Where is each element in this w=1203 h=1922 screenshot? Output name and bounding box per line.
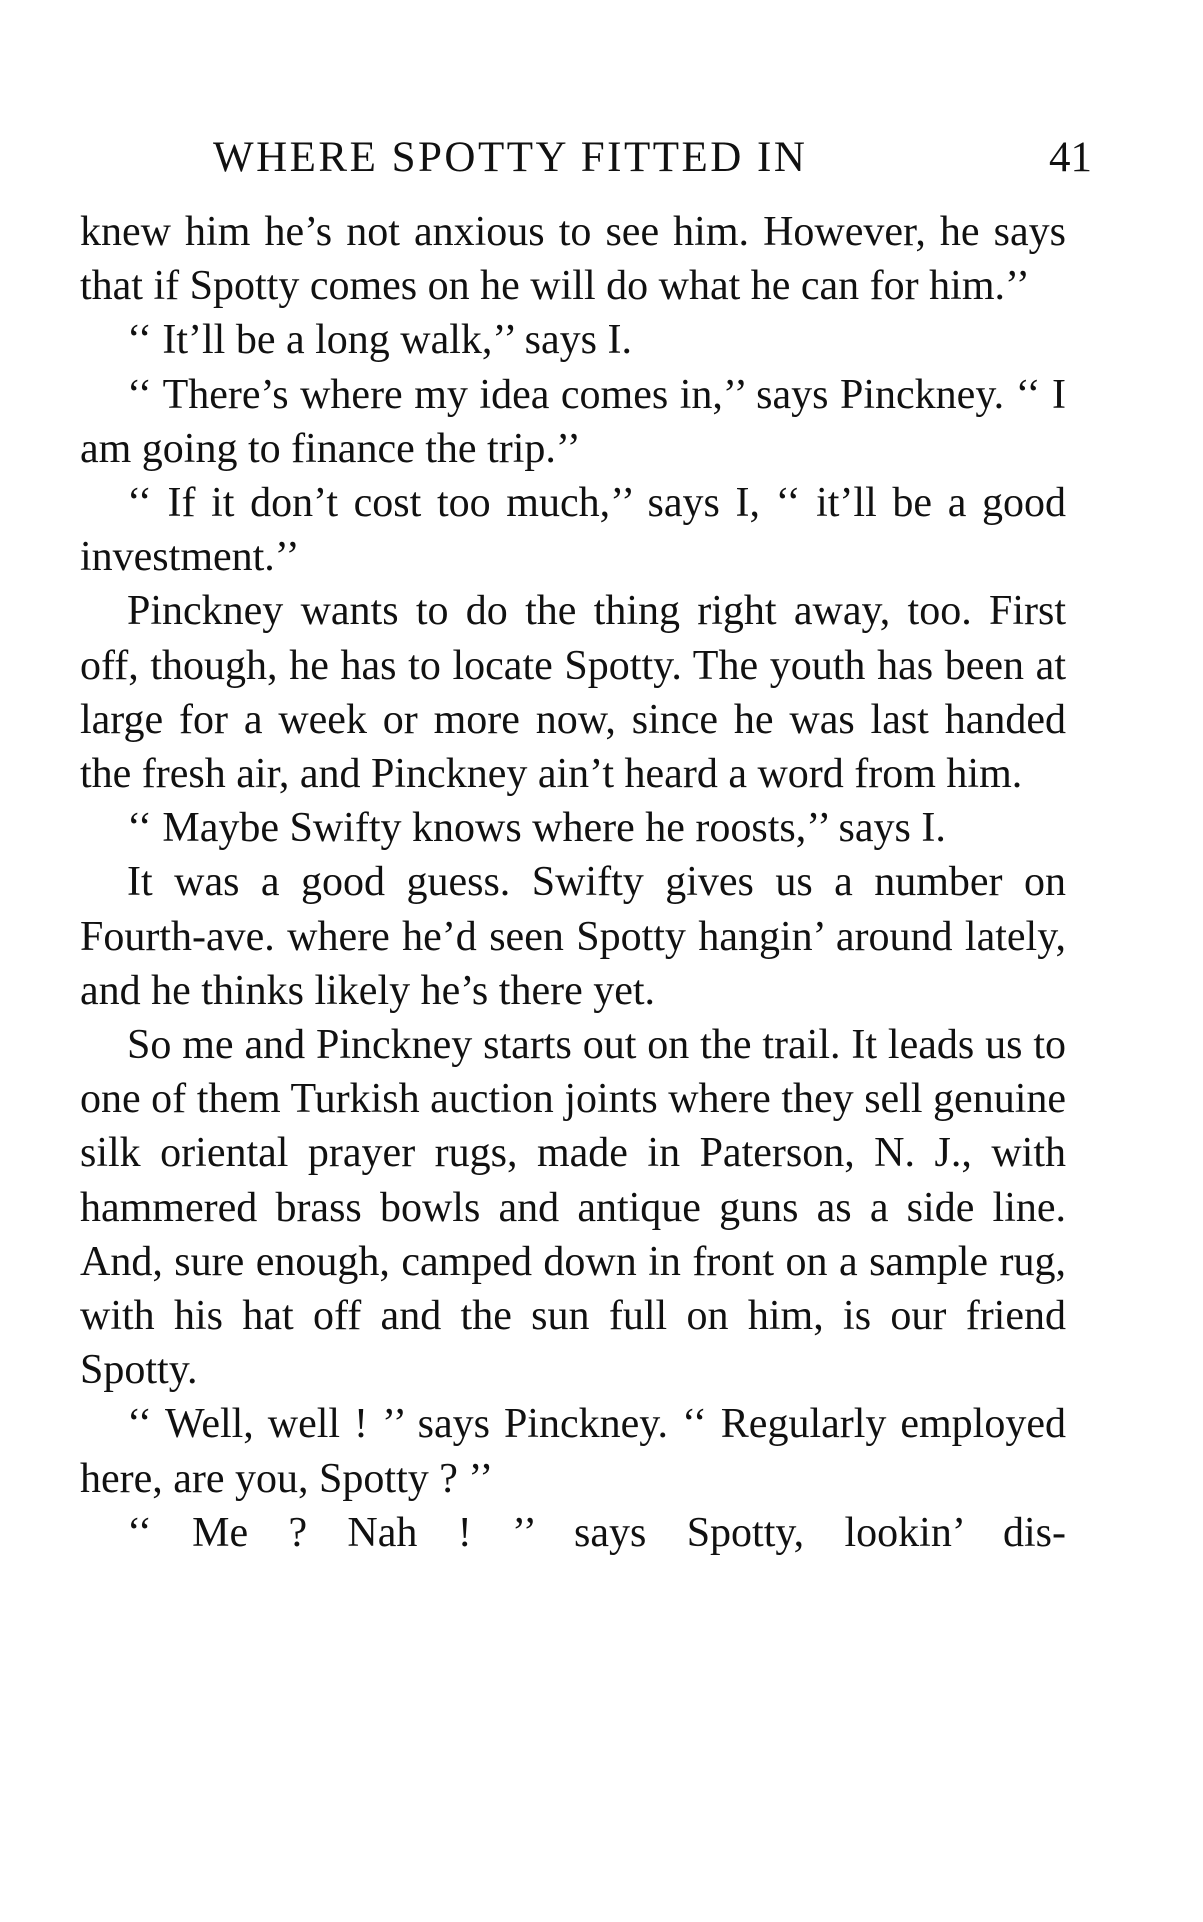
paragraph: So me and Pinckney starts out on the trail. It leads us to one of them Turkish auction joints where they sell genuine silk oriental prayer rugs, made in Paterson, N. J., with hammered brass bowls and antique guns as a side line. And, sure enough, camped down in front on a sample rug, with his hat off and the sun full on him, is our friend Spotty. [80,1022,1066,1394]
paragraph: ‘‘ Well, well ! ’’ says Pinckney. ‘‘ Regularly employed here, are you, Spotty ? ’’ [80,1401,1066,1502]
page-number: 41 [1049,134,1092,181]
paragraph: ‘‘ Maybe Swifty knows where he roosts,’’ says I. [127,805,946,852]
paragraph: ‘‘ It’ll be a long walk,’’ says I. [127,317,632,364]
paragraph: ‘‘ There’s where my idea comes in,’’ says Pinckney. ‘‘ I am going to finance the trip.’’ [80,371,1066,472]
running-header-title: WHERE SPOTTY FITTED IN [213,134,808,181]
body-text [80,205,1066,1560]
paragraph: ‘‘ If it don’t cost too much,’’ says I, ‘‘ it’ll be a good investment.’’ [80,480,1066,581]
running-header [80,128,1092,188]
paragraph: knew him he’s not anxious to see him. However, he says that if Spotty comes on he will do what he can for him.’’ [80,209,1066,310]
paragraph: It was a good guess. Swifty gives us a number on Fourth-ave. where he’d seen Spotty hangin’ around lately, and he thinks likely he’s there yet. [80,859,1066,1014]
paragraph: Pinckney wants to do the thing right away, too. First off, though, he has to locate Spotty. The youth has been at large for a week or more now, since he was last handed the fresh air, and Pinckney ain’t heard a word from him. [80,588,1066,798]
paragraph: ‘‘ Me ? Nah ! ’’ says Spotty, lookin’ dis- [127,1509,1066,1556]
